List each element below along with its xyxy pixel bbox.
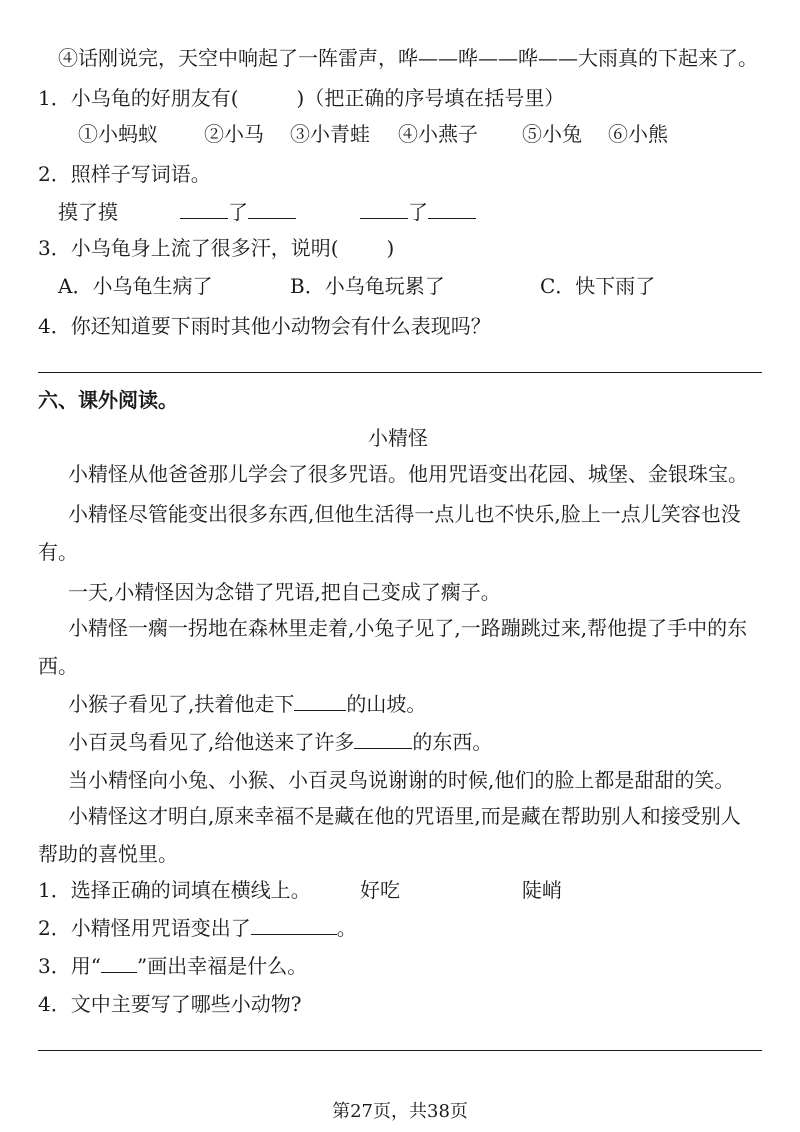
question-number: 1． [38, 878, 71, 902]
option-4[interactable]: ④小燕子 [398, 122, 478, 146]
word-pattern-2: 了 [360, 198, 476, 226]
option-1[interactable]: ①小蚂蚁 [78, 122, 158, 146]
question-2: 2．照样子写词语。 [38, 162, 211, 186]
paragraph-1: 小精怪从他爸爸那儿学会了很多咒语。他用咒语变出花园、城堡、金银珠宝。 [68, 462, 748, 486]
paragraph-2-line-2: 有。 [38, 540, 78, 564]
answer-blank[interactable] [360, 198, 408, 219]
option-3[interactable]: ③小青蛙 [290, 122, 370, 146]
question-1: 1．小乌龟的好朋友有( )（把正确的序号填在括号里） [38, 86, 565, 110]
reading-question-3: 3．用“ ”画出幸福是什么。 [38, 954, 308, 978]
question-number: 2． [38, 916, 71, 940]
question-2-row [58, 198, 518, 226]
paragraph-8-line-1: 小精怪这才明白,原来幸福不是藏在他的咒语里,而是藏在帮助别人和接受别人 [68, 804, 741, 828]
answer-blank[interactable] [294, 690, 346, 711]
answer-blank[interactable] [251, 914, 337, 935]
option-c[interactable]: C．快下雨了 [540, 274, 656, 298]
option-6[interactable]: ⑥小熊 [608, 122, 668, 146]
paragraph-4-line-2: 西。 [38, 654, 78, 678]
answer-blank[interactable] [101, 952, 137, 973]
word-pattern-1: 了 [180, 198, 296, 226]
paragraph-8-line-2: 帮助的喜悦里。 [38, 842, 178, 866]
option-2[interactable]: ②小马 [204, 122, 264, 146]
paragraph-6: 小百灵鸟看见了,给他送来了许多 的东西。 [68, 730, 493, 754]
question-number: 1． [38, 86, 71, 110]
question-number: 3． [38, 236, 71, 260]
answer-line[interactable] [38, 1050, 762, 1051]
page-number: 第27页，共38页 [332, 1101, 468, 1122]
section-heading: 六、课外阅读。 [38, 388, 178, 412]
option-5[interactable]: ⑤小兔 [522, 122, 582, 146]
answer-blank[interactable] [248, 198, 296, 219]
question-3: 3．小乌龟身上流了很多汗，说明( ) [38, 236, 395, 260]
paragraph-3: 一天,小精怪因为念错了咒语,把自己变成了瘸子。 [68, 580, 501, 604]
paragraph-2-line-1: 小精怪尽管能变出很多东西,但他生活得一点儿也不快乐,脸上一点儿笑容也没 [68, 502, 741, 526]
answer-blank[interactable] [354, 728, 412, 749]
question-1-options [78, 120, 718, 148]
reading-question-2: 2．小精怪用咒语变出了 。 [38, 916, 357, 940]
example-word: 摸了摸 [58, 200, 118, 224]
question-4: 4．你还知道要下雨时其他小动物会有什么表现吗？ [38, 314, 491, 338]
reading-question-1: 1．选择正确的词填在横线上。 好吃 陡峭 [38, 878, 562, 902]
question-number: 4． [38, 314, 71, 338]
story-title: 小精怪 [368, 426, 428, 450]
answer-blank[interactable] [180, 198, 228, 219]
question-3-options [58, 272, 698, 300]
question-number: 3． [38, 954, 71, 978]
word-choice-2[interactable]: 陡峭 [522, 878, 562, 902]
paragraph-4-line-1: 小精怪一瘸一拐地在森林里走着,小兔子见了,一路蹦跳过来,帮他提了手中的东 [68, 616, 748, 640]
answer-line[interactable] [38, 372, 762, 373]
question-number: 2． [38, 162, 71, 186]
reading-question-4: 4．文中主要写了哪些小动物? [38, 992, 302, 1016]
answer-blank[interactable] [428, 198, 476, 219]
option-a[interactable]: A．小乌龟生病了 [58, 274, 213, 298]
passage-sentence-4: ④话刚说完，天空中响起了一阵雷声，哗——哗——哗——大雨真的下起来了。 [58, 46, 758, 70]
paragraph-7: 当小精怪向小兔、小猴、小百灵鸟说谢谢的时候,他们的脸上都是甜甜的笑。 [68, 768, 735, 792]
option-b[interactable]: B．小乌龟玩累了 [290, 274, 445, 298]
question-number: 4． [38, 992, 71, 1016]
paragraph-5: 小猴子看见了,扶着他走下 的山坡。 [68, 692, 427, 716]
word-choice-1[interactable]: 好吃 [360, 878, 400, 902]
